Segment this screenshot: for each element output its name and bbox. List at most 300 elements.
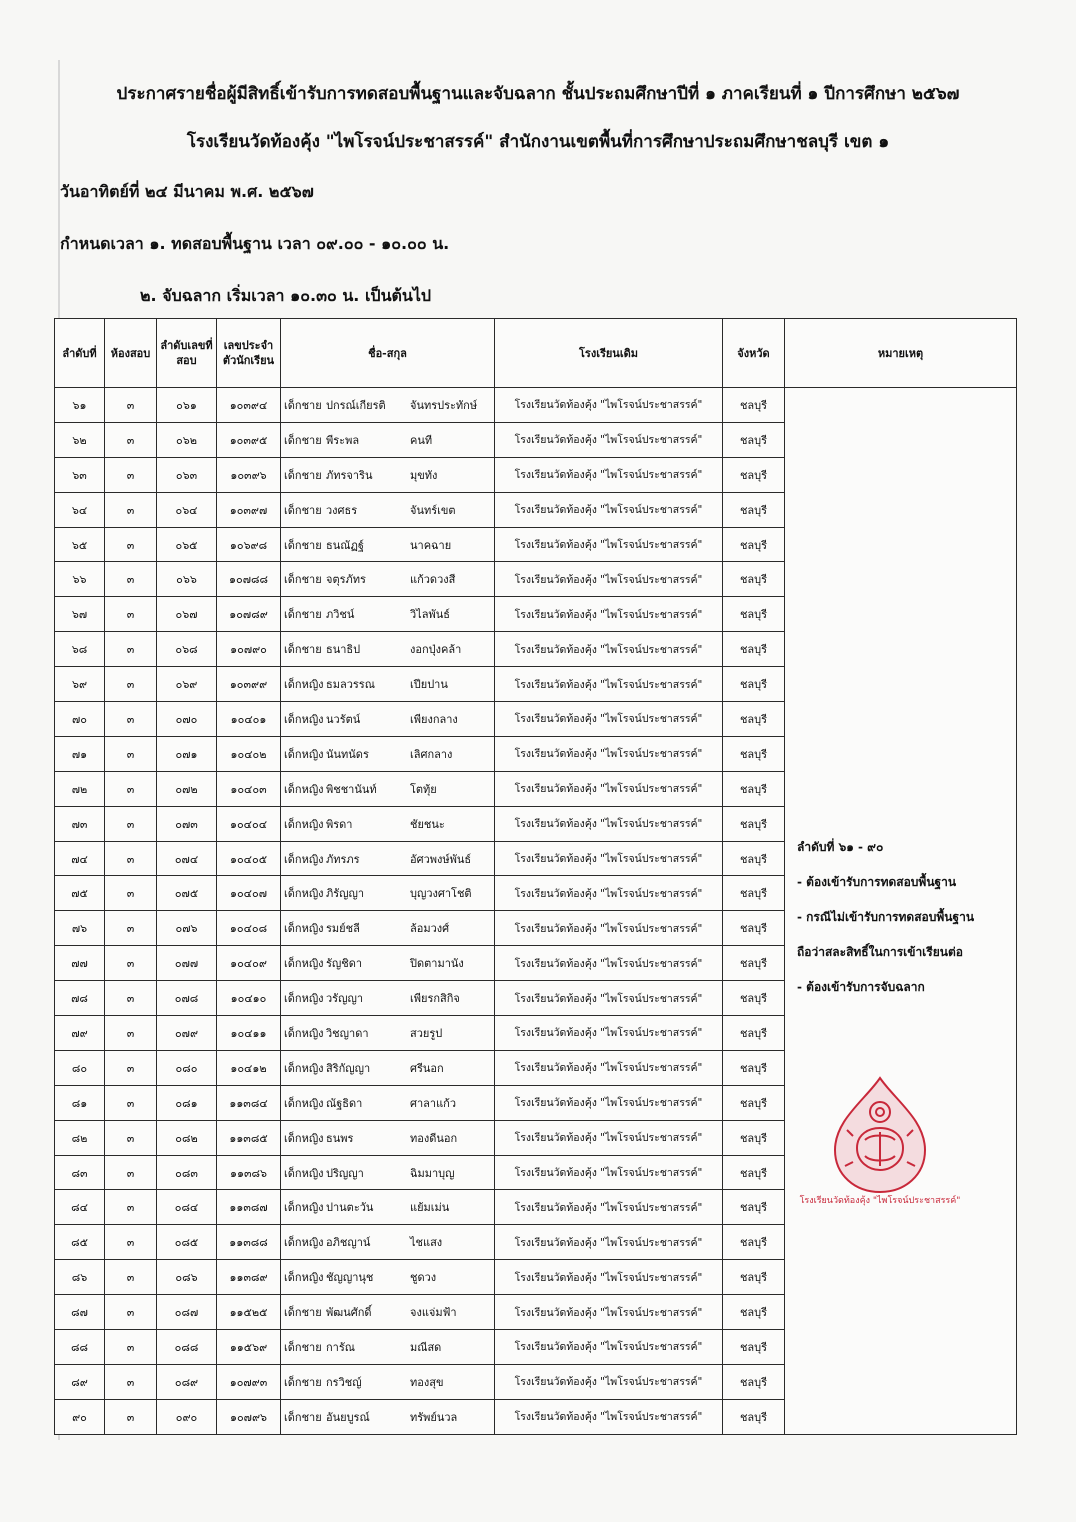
- first-name: พิรดา: [326, 817, 353, 831]
- student-roster-table: [54, 318, 1017, 1435]
- cell-student-id: ๑๑๓๘๔: [217, 1085, 281, 1120]
- cell-student-id: ๑๑๕๖๙: [217, 1330, 281, 1365]
- cell-student-id: ๑๑๕๒๕: [217, 1295, 281, 1330]
- cell-province: ชลบุรี: [723, 1260, 785, 1295]
- cell-name: [281, 1190, 495, 1225]
- last-name: ศรีนอก: [410, 1061, 444, 1075]
- remarks-line-range: ลำดับที่ ๖๑ - ๙๐: [797, 840, 884, 854]
- cell-exam-no: ๐๗๓: [157, 806, 217, 841]
- cell-student-id: ๑๐๔๐๗: [217, 876, 281, 911]
- cell-order: ๗๘: [55, 981, 105, 1016]
- cell-province: ชลบุรี: [723, 1155, 785, 1190]
- cell-exam-no: ๐๗๐: [157, 702, 217, 737]
- cell-school: โรงเรียนวัดท้องคุ้ง "ไพโรจน์ประชาสรรค์": [495, 876, 723, 911]
- first-name: นันทนัดร: [326, 747, 369, 761]
- cell-order: ๘๗: [55, 1295, 105, 1330]
- cell-order: ๗๐: [55, 702, 105, 737]
- cell-exam-no: ๐๘๘: [157, 1330, 217, 1365]
- cell-room: ๓: [105, 1225, 157, 1260]
- cell-order: ๗๙: [55, 1016, 105, 1051]
- first-name: ปานตะวัน: [326, 1201, 374, 1215]
- table-row: [55, 388, 1017, 423]
- cell-exam-no: ๐๘๔: [157, 1190, 217, 1225]
- cell-school: โรงเรียนวัดท้องคุ้ง "ไพโรจน์ประชาสรรค์": [495, 562, 723, 597]
- name-prefix: เด็กหญิง: [284, 1026, 324, 1040]
- cell-student-id: ๑๐๔๑๒: [217, 1050, 281, 1085]
- cell-student-id: ๑๐๗๘๙: [217, 597, 281, 632]
- cell-order: ๘๐: [55, 1050, 105, 1085]
- cell-name: [281, 702, 495, 737]
- cell-name: [281, 841, 495, 876]
- last-name: ทองดีนอก: [410, 1131, 458, 1145]
- first-name: ธนพร: [326, 1131, 354, 1145]
- name-prefix: เด็กหญิง: [284, 747, 324, 761]
- cell-exam-no: ๐๙๐: [157, 1399, 217, 1434]
- col-header-name: ชื่อ-สกุล: [281, 319, 495, 388]
- cell-name: [281, 911, 495, 946]
- name-prefix: เด็กชาย: [284, 1306, 322, 1320]
- cell-school: โรงเรียนวัดท้องคุ้ง "ไพโรจน์ประชาสรรค์": [495, 1330, 723, 1365]
- name-prefix: เด็กชาย: [284, 643, 322, 657]
- cell-student-id: ๑๑๓๘๕: [217, 1120, 281, 1155]
- first-name: ธนาธิป: [326, 643, 361, 657]
- last-name: จันทร์เขต: [410, 503, 456, 517]
- last-name: เพียงกลาง: [410, 712, 458, 726]
- cell-name: [281, 981, 495, 1016]
- name-prefix: เด็กหญิง: [284, 1061, 324, 1075]
- last-name: ชัยชนะ: [410, 817, 445, 831]
- cell-student-id: ๑๐๓๙๗: [217, 492, 281, 527]
- cell-room: ๓: [105, 1050, 157, 1085]
- name-prefix: เด็กชาย: [284, 1340, 322, 1354]
- name-prefix: เด็กชาย: [284, 538, 322, 552]
- cell-province: ชลบุรี: [723, 1085, 785, 1120]
- cell-exam-no: ๐๗๑: [157, 736, 217, 771]
- first-name: ภัทรจาริน: [326, 468, 373, 482]
- cell-student-id: ๑๐๓๙๔: [217, 388, 281, 423]
- cell-province: ชลบุรี: [723, 806, 785, 841]
- cell-exam-no: ๐๗๙: [157, 1016, 217, 1051]
- cell-province: ชลบุรี: [723, 1120, 785, 1155]
- cell-exam-no: ๐๖๗: [157, 597, 217, 632]
- cell-order: ๘๘: [55, 1330, 105, 1365]
- name-prefix: เด็กหญิง: [284, 992, 324, 1006]
- cell-school: โรงเรียนวัดท้องคุ้ง "ไพโรจน์ประชาสรรค์": [495, 632, 723, 667]
- cell-student-id: ๑๑๓๘๖: [217, 1155, 281, 1190]
- cell-province: ชลบุรี: [723, 981, 785, 1016]
- cell-student-id: ๑๐๔๐๔: [217, 806, 281, 841]
- cell-exam-no: ๐๖๒: [157, 422, 217, 457]
- cell-room: ๓: [105, 1364, 157, 1399]
- cell-room: ๓: [105, 1155, 157, 1190]
- cell-province: ชลบุรี: [723, 388, 785, 423]
- name-prefix: เด็กหญิง: [284, 957, 324, 971]
- first-name: ชัญญานุช: [326, 1271, 374, 1285]
- cell-school: โรงเรียนวัดท้องคุ้ง "ไพโรจน์ประชาสรรค์": [495, 527, 723, 562]
- first-name: ภิรัญญา: [326, 887, 365, 901]
- cell-province: ชลบุรี: [723, 1364, 785, 1399]
- cell-exam-no: ๐๗๘: [157, 981, 217, 1016]
- cell-school: โรงเรียนวัดท้องคุ้ง "ไพโรจน์ประชาสรรค์": [495, 492, 723, 527]
- cell-exam-no: ๐๗๒: [157, 771, 217, 806]
- name-prefix: เด็กชาย: [284, 503, 322, 517]
- cell-name: [281, 1016, 495, 1051]
- col-header-order: ลำดับที่: [55, 319, 105, 388]
- last-name: เปียปาน: [410, 678, 448, 692]
- cell-room: ๓: [105, 1260, 157, 1295]
- cell-province: ชลบุรี: [723, 876, 785, 911]
- cell-name: [281, 946, 495, 981]
- cell-student-id: ๑๐๓๙๙: [217, 667, 281, 702]
- cell-order: ๖๘: [55, 632, 105, 667]
- cell-name: [281, 632, 495, 667]
- cell-order: ๙๐: [55, 1399, 105, 1434]
- cell-room: ๓: [105, 1120, 157, 1155]
- first-name: จตุรภัทร: [326, 573, 366, 587]
- cell-school: โรงเรียนวัดท้องคุ้ง "ไพโรจน์ประชาสรรค์": [495, 1050, 723, 1085]
- cell-province: ชลบุรี: [723, 422, 785, 457]
- last-name: แก้วดวงสี: [410, 573, 456, 587]
- cell-province: ชลบุรี: [723, 1399, 785, 1434]
- cell-school: โรงเรียนวัดท้องคุ้ง "ไพโรจน์ประชาสรรค์": [495, 702, 723, 737]
- cell-order: ๗๔: [55, 841, 105, 876]
- cell-room: ๓: [105, 771, 157, 806]
- cell-province: ชลบุรี: [723, 771, 785, 806]
- cell-student-id: ๑๐๔๑๑: [217, 1016, 281, 1051]
- cell-exam-no: ๐๘๓: [157, 1155, 217, 1190]
- cell-province: ชลบุรี: [723, 1016, 785, 1051]
- exam-date: วันอาทิตย์ที่ ๒๔ มีนาคม พ.ศ. ๒๕๖๗: [60, 182, 314, 201]
- last-name: ศาลาแก้ว: [410, 1096, 457, 1110]
- cell-school: โรงเรียนวัดท้องคุ้ง "ไพโรจน์ประชาสรรค์": [495, 1016, 723, 1051]
- cell-province: ชลบุรี: [723, 1050, 785, 1085]
- last-name: อัศวพงษ์พันธ์: [410, 852, 472, 866]
- remarks-line-absent: - กรณีไม่เข้ารับการทดสอบพื้นฐาน: [797, 910, 975, 924]
- cell-student-id: ๑๐๔๐๒: [217, 736, 281, 771]
- cell-order: ๗๖: [55, 911, 105, 946]
- cell-room: ๓: [105, 1085, 157, 1120]
- cell-name: [281, 562, 495, 597]
- cell-order: ๖๖: [55, 562, 105, 597]
- cell-province: ชลบุรี: [723, 457, 785, 492]
- cell-student-id: ๑๑๓๘๘: [217, 1225, 281, 1260]
- cell-name: [281, 1260, 495, 1295]
- first-name: ภวิชน์: [326, 608, 355, 622]
- name-prefix: เด็กหญิง: [284, 678, 324, 692]
- first-name: พีระพล: [326, 433, 360, 447]
- cell-student-id: ๑๐๗๘๘: [217, 562, 281, 597]
- name-prefix: เด็กหญิง: [284, 1096, 324, 1110]
- last-name: แย้มเม่น: [410, 1201, 450, 1215]
- cell-room: ๓: [105, 946, 157, 981]
- cell-province: ชลบุรี: [723, 632, 785, 667]
- cell-room: ๓: [105, 597, 157, 632]
- cell-province: ชลบุรี: [723, 527, 785, 562]
- cell-exam-no: ๐๗๗: [157, 946, 217, 981]
- cell-room: ๓: [105, 492, 157, 527]
- schedule-line-lottery: ๒. จับฉลาก เริ่มเวลา ๑๐.๓๐ น. เป็นต้นไป: [140, 286, 432, 305]
- first-name: ณัฐธิดา: [326, 1096, 363, 1110]
- name-prefix: เด็กหญิง: [284, 852, 324, 866]
- cell-name: [281, 806, 495, 841]
- first-name: วรัญญา: [326, 992, 364, 1006]
- first-name: ธมลวรรณ: [326, 678, 375, 692]
- cell-student-id: ๑๑๓๘๙: [217, 1260, 281, 1295]
- first-name: ธนณัฏฐ์: [326, 538, 364, 552]
- first-name: อันยบูรณ์: [326, 1410, 370, 1424]
- name-prefix: เด็กชาย: [284, 1375, 322, 1389]
- cell-order: ๗๒: [55, 771, 105, 806]
- last-name: ล้อมวงศ์: [410, 922, 450, 936]
- cell-province: ชลบุรี: [723, 911, 785, 946]
- first-name: วิชญาดา: [326, 1026, 369, 1040]
- cell-name: [281, 1050, 495, 1085]
- cell-order: ๖๑: [55, 388, 105, 423]
- announcement-title: ประกาศรายชื่อผู้มีสิทธิ์เข้ารับการทดสอบพื้นฐานและจับฉลาก ชั้นประถมศึกษาปีที่ ๑ ภาคเรียนที่ ๑ ปีการศึกษา ๒๕๖๗: [116, 84, 960, 104]
- last-name: นาคฉาย: [410, 538, 452, 552]
- cell-exam-no: ๐๘๗: [157, 1295, 217, 1330]
- first-name: วงศธร: [326, 503, 358, 517]
- cell-room: ๓: [105, 422, 157, 457]
- cell-name: [281, 597, 495, 632]
- cell-name: [281, 1085, 495, 1120]
- cell-name: [281, 1364, 495, 1399]
- last-name: ฉิมมาบุญ: [410, 1166, 455, 1180]
- cell-room: ๓: [105, 981, 157, 1016]
- first-name: รัญชิดา: [326, 957, 363, 971]
- remarks-line-must-draw: - ต้องเข้ารับการจับฉลาก: [797, 980, 925, 994]
- cell-order: ๗๗: [55, 946, 105, 981]
- cell-room: ๓: [105, 1330, 157, 1365]
- cell-school: โรงเรียนวัดท้องคุ้ง "ไพโรจน์ประชาสรรค์": [495, 457, 723, 492]
- cell-room: ๓: [105, 667, 157, 702]
- name-prefix: เด็กหญิง: [284, 1236, 324, 1250]
- last-name: เลิศกลาง: [410, 747, 453, 761]
- cell-province: ชลบุรี: [723, 702, 785, 737]
- col-header-student-id: เลขประจำตัวนักเรียน: [217, 319, 281, 388]
- cell-exam-no: ๐๘๕: [157, 1225, 217, 1260]
- cell-province: ชลบุรี: [723, 1225, 785, 1260]
- cell-province: ชลบุรี: [723, 492, 785, 527]
- cell-name: [281, 422, 495, 457]
- last-name: ปิดตามานัง: [410, 957, 464, 971]
- cell-room: ๓: [105, 841, 157, 876]
- name-prefix: เด็กชาย: [284, 398, 322, 412]
- cell-room: ๓: [105, 1016, 157, 1051]
- cell-student-id: ๑๐๖๙๘: [217, 527, 281, 562]
- cell-school: โรงเรียนวัดท้องคุ้ง "ไพโรจน์ประชาสรรค์": [495, 841, 723, 876]
- cell-student-id: ๑๐๔๐๓: [217, 771, 281, 806]
- table-header-row: [55, 319, 1017, 388]
- name-prefix: เด็กชาย: [284, 433, 322, 447]
- name-prefix: เด็กหญิง: [284, 1166, 324, 1180]
- first-name: ปริญญา: [326, 1166, 364, 1180]
- cell-exam-no: ๐๖๘: [157, 632, 217, 667]
- cell-school: โรงเรียนวัดท้องคุ้ง "ไพโรจน์ประชาสรรค์": [495, 1085, 723, 1120]
- first-name: รมย์ชลี: [326, 922, 360, 936]
- cell-order: ๘๖: [55, 1260, 105, 1295]
- cell-order: ๖๕: [55, 527, 105, 562]
- cell-school: โรงเรียนวัดท้องคุ้ง "ไพโรจน์ประชาสรรค์": [495, 736, 723, 771]
- cell-room: ๓: [105, 1190, 157, 1225]
- cell-student-id: ๑๐๔๐๙: [217, 946, 281, 981]
- cell-name: [281, 1225, 495, 1260]
- last-name: บุญวงศาโชติ: [410, 887, 472, 901]
- cell-room: ๓: [105, 457, 157, 492]
- name-prefix: เด็กหญิง: [284, 712, 324, 726]
- cell-school: โรงเรียนวัดท้องคุ้ง "ไพโรจน์ประชาสรรค์": [495, 1225, 723, 1260]
- name-prefix: เด็กชาย: [284, 608, 322, 622]
- school-seal-icon: [795, 1070, 965, 1210]
- cell-order: ๗๓: [55, 806, 105, 841]
- cell-exam-no: ๐๘๐: [157, 1050, 217, 1085]
- first-name: อภิชญาน์: [326, 1236, 371, 1250]
- cell-room: ๓: [105, 876, 157, 911]
- cell-order: ๘๑: [55, 1085, 105, 1120]
- cell-order: ๘๒: [55, 1120, 105, 1155]
- cell-room: ๓: [105, 806, 157, 841]
- cell-school: โรงเรียนวัดท้องคุ้ง "ไพโรจน์ประชาสรรค์": [495, 1295, 723, 1330]
- seal-text: โรงเรียนวัดท้องคุ้ง "ไพโรจน์ประชาสรรค์": [799, 1196, 961, 1206]
- cell-name: [281, 492, 495, 527]
- cell-student-id: ๑๐๔๐๘: [217, 911, 281, 946]
- cell-school: โรงเรียนวัดท้องคุ้ง "ไพโรจน์ประชาสรรค์": [495, 1120, 723, 1155]
- cell-exam-no: ๐๗๖: [157, 911, 217, 946]
- last-name: จันทรประทักษ์: [410, 398, 478, 412]
- col-header-room: ห้องสอบ: [105, 319, 157, 388]
- cell-name: [281, 457, 495, 492]
- cell-student-id: ๑๐๔๐๑: [217, 702, 281, 737]
- cell-name: [281, 1330, 495, 1365]
- cell-exam-no: ๐๖๙: [157, 667, 217, 702]
- cell-order: ๖๒: [55, 422, 105, 457]
- name-prefix: เด็กหญิง: [284, 887, 324, 901]
- last-name: มณีสด: [410, 1340, 442, 1354]
- name-prefix: เด็กหญิง: [284, 1201, 324, 1215]
- cell-province: ชลบุรี: [723, 1190, 785, 1225]
- cell-school: โรงเรียนวัดท้องคุ้ง "ไพโรจน์ประชาสรรค์": [495, 806, 723, 841]
- cell-exam-no: ๐๗๕: [157, 876, 217, 911]
- cell-school: โรงเรียนวัดท้องคุ้ง "ไพโรจน์ประชาสรรค์": [495, 597, 723, 632]
- last-name: โตทุ้ย: [410, 782, 437, 796]
- last-name: ทรัพย์นวล: [410, 1410, 458, 1424]
- table-body: [55, 388, 1017, 1435]
- cell-room: ๓: [105, 911, 157, 946]
- cell-room: ๓: [105, 1399, 157, 1434]
- cell-province: ชลบุรี: [723, 1295, 785, 1330]
- cell-student-id: ๑๐๗๙๐: [217, 632, 281, 667]
- first-name: นวรัตน์: [326, 712, 361, 726]
- cell-province: ชลบุรี: [723, 841, 785, 876]
- cell-exam-no: ๐๘๖: [157, 1260, 217, 1295]
- cell-order: ๗๑: [55, 736, 105, 771]
- cell-exam-no: ๐๖๓: [157, 457, 217, 492]
- schedule-line-test: กำหนดเวลา ๑. ทดสอบพื้นฐาน เวลา ๐๙.๐๐ - ๑๐.๐๐ น.: [60, 234, 450, 253]
- cell-student-id: ๑๐๔๐๕: [217, 841, 281, 876]
- cell-name: [281, 388, 495, 423]
- cell-order: ๗๕: [55, 876, 105, 911]
- cell-order: ๘๙: [55, 1364, 105, 1399]
- cell-name: [281, 771, 495, 806]
- cell-province: ชลบุรี: [723, 946, 785, 981]
- cell-room: ๓: [105, 527, 157, 562]
- cell-name: [281, 527, 495, 562]
- cell-room: ๓: [105, 632, 157, 667]
- cell-student-id: ๑๐๓๙๖: [217, 457, 281, 492]
- cell-school: โรงเรียนวัดท้องคุ้ง "ไพโรจน์ประชาสรรค์": [495, 1364, 723, 1399]
- cell-name: [281, 736, 495, 771]
- name-prefix: เด็กชาย: [284, 468, 322, 482]
- last-name: จงแจ่มฟ้า: [410, 1306, 457, 1320]
- last-name: งอกปุ่งคล้า: [410, 643, 462, 657]
- last-name: วิไลพันธ์: [410, 608, 450, 622]
- cell-name: [281, 876, 495, 911]
- cell-school: โรงเรียนวัดท้องคุ้ง "ไพโรจน์ประชาสรรค์": [495, 1190, 723, 1225]
- cell-student-id: ๑๐๗๙๓: [217, 1364, 281, 1399]
- first-name: พิชชานันท์: [326, 782, 377, 796]
- cell-exam-no: ๐๖๕: [157, 527, 217, 562]
- first-name: กรวิชญ์: [326, 1375, 362, 1389]
- cell-student-id: ๑๐๗๙๖: [217, 1399, 281, 1434]
- cell-name: [281, 1399, 495, 1434]
- cell-school: โรงเรียนวัดท้องคุ้ง "ไพโรจน์ประชาสรรค์": [495, 771, 723, 806]
- last-name: สวยรูป: [410, 1026, 443, 1040]
- name-prefix: เด็กหญิง: [284, 1271, 324, 1285]
- cell-order: ๘๔: [55, 1190, 105, 1225]
- cell-name: [281, 667, 495, 702]
- cell-exam-no: ๐๘๑: [157, 1085, 217, 1120]
- last-name: ทองสุข: [410, 1375, 444, 1389]
- col-header-province: จังหวัด: [723, 319, 785, 388]
- cell-school: โรงเรียนวัดท้องคุ้ง "ไพโรจน์ประชาสรรค์": [495, 1155, 723, 1190]
- cell-school: โรงเรียนวัดท้องคุ้ง "ไพโรจน์ประชาสรรค์": [495, 388, 723, 423]
- remarks-line-must-test: - ต้องเข้ารับการทดสอบพื้นฐาน: [797, 875, 957, 889]
- name-prefix: เด็กหญิง: [284, 817, 324, 831]
- col-header-exam-no: ลำดับเลขที่สอบ: [157, 319, 217, 388]
- cell-name: [281, 1295, 495, 1330]
- cell-exam-no: ๐๘๙: [157, 1364, 217, 1399]
- cell-room: ๓: [105, 736, 157, 771]
- cell-student-id: ๑๐๓๙๕: [217, 422, 281, 457]
- first-name: ปกรณ์เกียรติ: [326, 398, 386, 412]
- cell-order: ๖๓: [55, 457, 105, 492]
- cell-province: ชลบุรี: [723, 667, 785, 702]
- cell-exam-no: ๐๖๔: [157, 492, 217, 527]
- name-prefix: เด็กชาย: [284, 573, 322, 587]
- name-prefix: เด็กหญิง: [284, 922, 324, 936]
- cell-province: ชลบุรี: [723, 1330, 785, 1365]
- cell-school: โรงเรียนวัดท้องคุ้ง "ไพโรจน์ประชาสรรค์": [495, 667, 723, 702]
- cell-school: โรงเรียนวัดท้องคุ้ง "ไพโรจน์ประชาสรรค์": [495, 1399, 723, 1434]
- cell-room: ๓: [105, 1295, 157, 1330]
- cell-province: ชลบุรี: [723, 597, 785, 632]
- first-name: สิริกัญญา: [326, 1061, 371, 1075]
- last-name: มุขทัง: [410, 468, 438, 482]
- cell-order: ๖๔: [55, 492, 105, 527]
- first-name: ภัทรภร: [326, 852, 360, 866]
- cell-school: โรงเรียนวัดท้องคุ้ง "ไพโรจน์ประชาสรรค์": [495, 911, 723, 946]
- cell-exam-no: ๐๘๒: [157, 1120, 217, 1155]
- cell-order: ๖๗: [55, 597, 105, 632]
- col-header-school: โรงเรียนเดิม: [495, 319, 723, 388]
- first-name: การัณ: [326, 1340, 355, 1354]
- cell-student-id: ๑๐๔๑๐: [217, 981, 281, 1016]
- cell-school: โรงเรียนวัดท้องคุ้ง "ไพโรจน์ประชาสรรค์": [495, 1260, 723, 1295]
- name-prefix: เด็กชาย: [284, 1410, 322, 1424]
- cell-exam-no: ๐๗๔: [157, 841, 217, 876]
- name-prefix: เด็กหญิง: [284, 782, 324, 796]
- last-name: เพียรกสิกิจ: [410, 992, 460, 1006]
